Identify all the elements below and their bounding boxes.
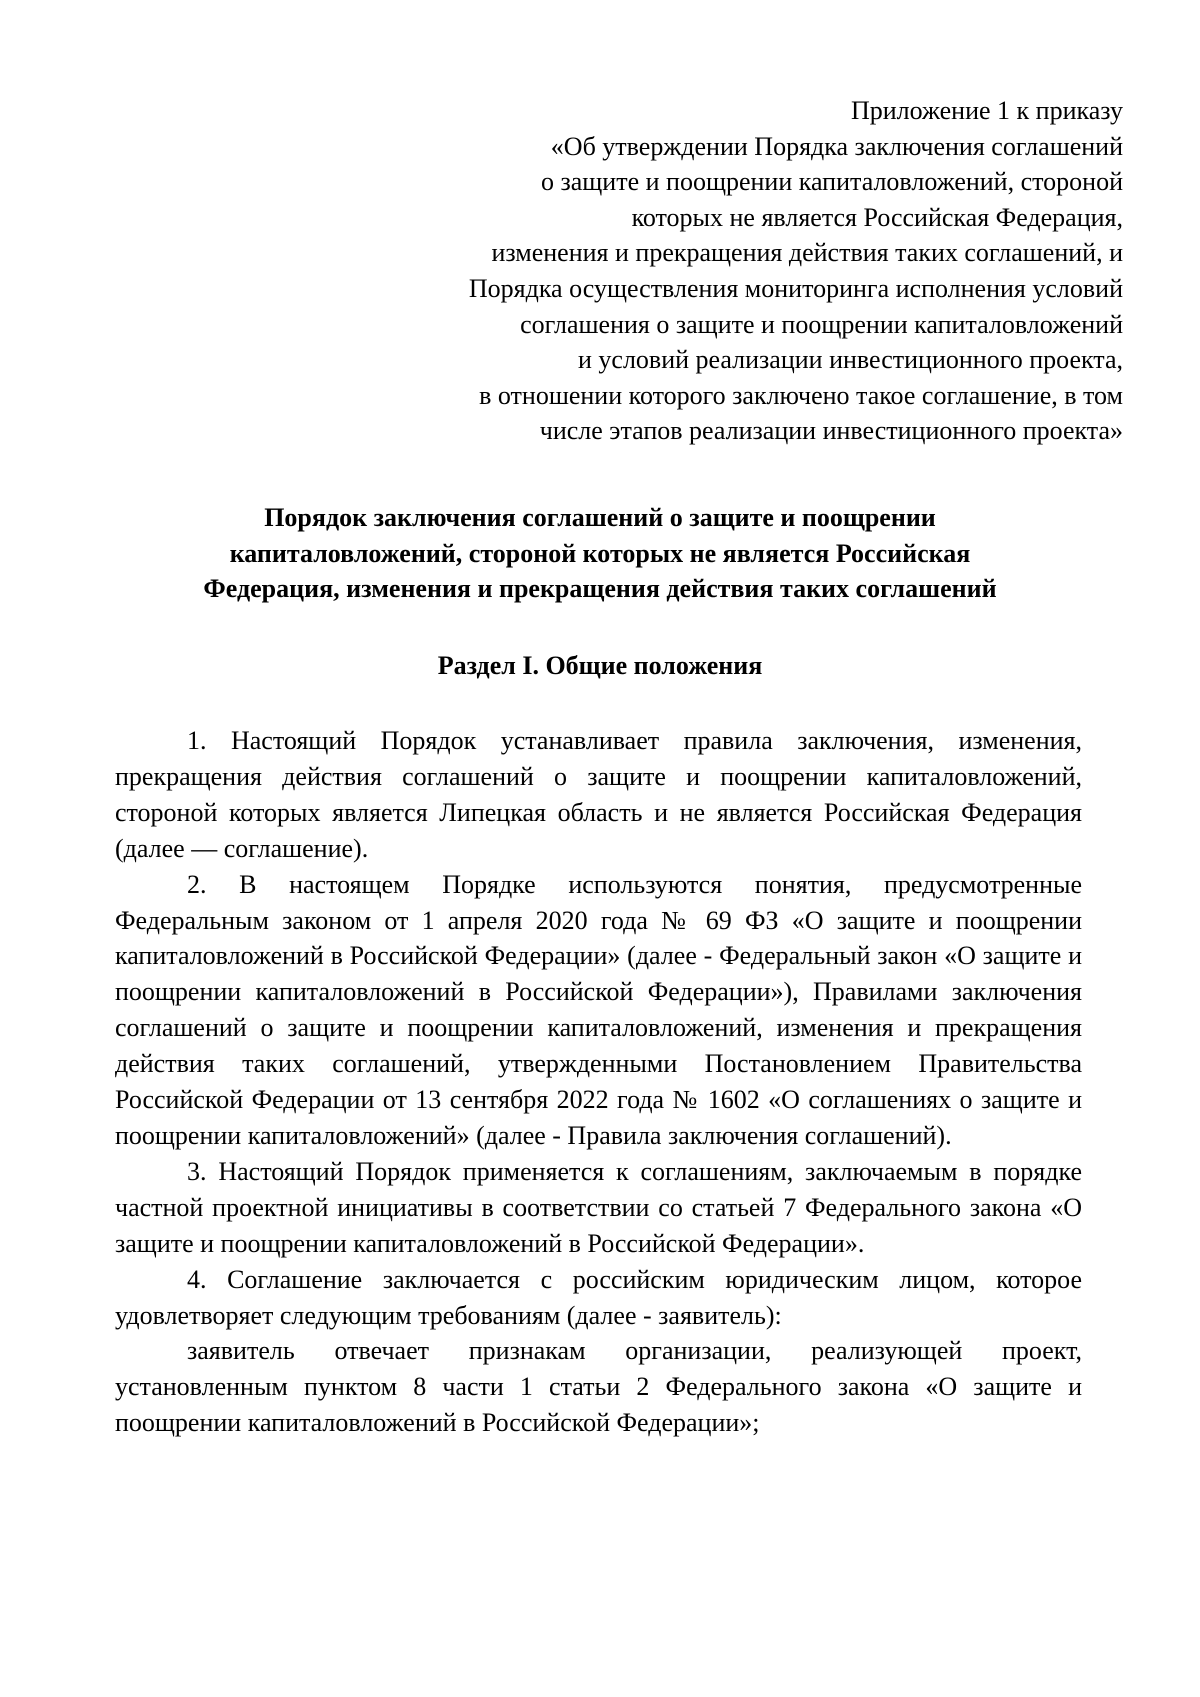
appendix-line: и условий реализации инвестиционного проекта, (577, 345, 1123, 375)
section-title: Раздел I. Общие положения (437, 651, 763, 680)
appendix-line: изменения и прекращения действия таких соглашений, и (491, 238, 1123, 268)
paragraph: заявитель отвечает признакам организации, реализующей проект, установленным пунктом 8 части 1 статьи 2 Федерального закона «О защите и поощрении капиталовложений в Российской Федерации»; (115, 1336, 1082, 1438)
appendix-line: Порядка осуществления мониторинга исполнения условий (468, 273, 1123, 303)
appendix-line: которых не является Российская Федерация, (631, 202, 1123, 232)
appendix-header (363, 93, 1123, 449)
appendix-line: «Об утверждении Порядка заключения соглашений (550, 131, 1123, 161)
appendix-line: Приложение 1 к приказу (850, 96, 1123, 125)
title-line: Порядок заключения соглашений о защите и поощрении (264, 503, 936, 532)
paragraph: 3. Настоящий Порядок применяется к соглашениям, заключаемым в порядке частной проектной инициативы в соответствии со статьей 7 Федерального закона «О защите и поощрении капиталовложений в Российской Федерации». (115, 1156, 1082, 1258)
appendix-line: о защите и поощрении капиталовложений, стороной (540, 167, 1123, 197)
appendix-line: соглашения о защите и поощрении капиталовложений (520, 309, 1123, 339)
appendix-line: в отношении которого заключено такое соглашение, в том (479, 380, 1123, 410)
document-title (120, 500, 1080, 607)
paragraph: 1. Настоящий Порядок устанавливает правила заключения, изменения, прекращения действия соглашений о защите и поощрении капиталовложений, стороной которых является Липецкая область и не является Российская Федерация (далее — соглашение). (115, 726, 1082, 863)
appendix-line: числе этапов реализации инвестиционного проекта» (539, 416, 1123, 446)
document-body (115, 723, 1082, 1441)
title-line: капиталовложений, стороной которых не является Российская (229, 538, 971, 568)
paragraph: 2. В настоящем Порядке используются понятия, предусмотренные Федеральным законом от 1 апреля 2020 года № 69 ФЗ «О защите и поощрении капиталовложений в Российской Федерации» (далее - Федеральный закон «О защите и поощрении капиталовложений в Российской Федерации»), Правилами заключения соглашений о защите и поощрении капиталовложений, изменения и прекращения действия таких соглашений, утвержденными Постановлением Правительства Российской Федерации от 13 сентября 2022 года № 1602 «О соглашениях о защите и поощрении капиталовложений» (далее - Правила заключения соглашений). (115, 869, 1082, 1150)
title-line: Федерация, изменения и прекращения действия таких соглашений (203, 574, 997, 604)
paragraph: 4. Соглашение заключается с российским юридическим лицом, которое удовлетворяет следующим требованиям (далее - заявитель): (115, 1264, 1082, 1330)
